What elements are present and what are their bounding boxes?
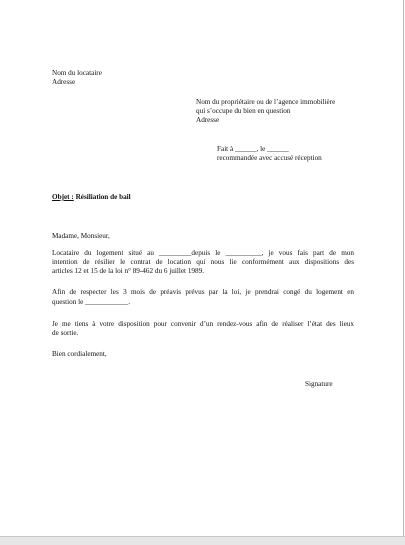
delivery-method: recommandée avec accusé réception — [217, 154, 322, 162]
salutation: Madame, Monsieur, — [52, 232, 110, 240]
recipient-address: Adresse — [196, 116, 220, 124]
recipient-line-1: Nom du propriétaire ou de l’agence immobilière — [196, 98, 336, 106]
paragraph-2-line-2: question le ____________. — [52, 298, 131, 306]
subject-text: Résiliation de bail — [75, 193, 131, 201]
paragraph-1-line-2: intention de résilier le contrat de location qui nous lie conformément aux dispositions des — [52, 258, 354, 266]
recipient-line-2: qui s’occupe du bien en question — [196, 107, 291, 115]
place-date: Fait à ______, le ______ — [217, 145, 289, 153]
closing: Bien cordialement, — [52, 350, 107, 358]
paragraph-3-line-2: de sortie. — [52, 329, 79, 337]
paragraph-1-line-3: articles 12 et 15 de la loi n° 89-462 du 6 juillet 1989. — [52, 267, 204, 275]
paragraph-3-line-1: Je me tiens à votre disposition pour convenir d’un rendez-vous afin de réaliser l’état des lieux — [52, 320, 354, 328]
paragraph-1-line-1: Locataire du logement situé au _________depuis le __________, je vous fais part de mon — [52, 249, 354, 257]
subject-line — [52, 193, 131, 202]
sender-address: Adresse — [52, 78, 76, 86]
subject-label: Objet : — [52, 193, 74, 201]
sender-name: Nom du locataire — [52, 69, 102, 77]
paragraph-2-line-1: Afin de respecter les 3 mois de préavis prévus par la loi, je prendrai congé du logement en — [52, 288, 354, 296]
signature: Signature — [305, 380, 333, 388]
